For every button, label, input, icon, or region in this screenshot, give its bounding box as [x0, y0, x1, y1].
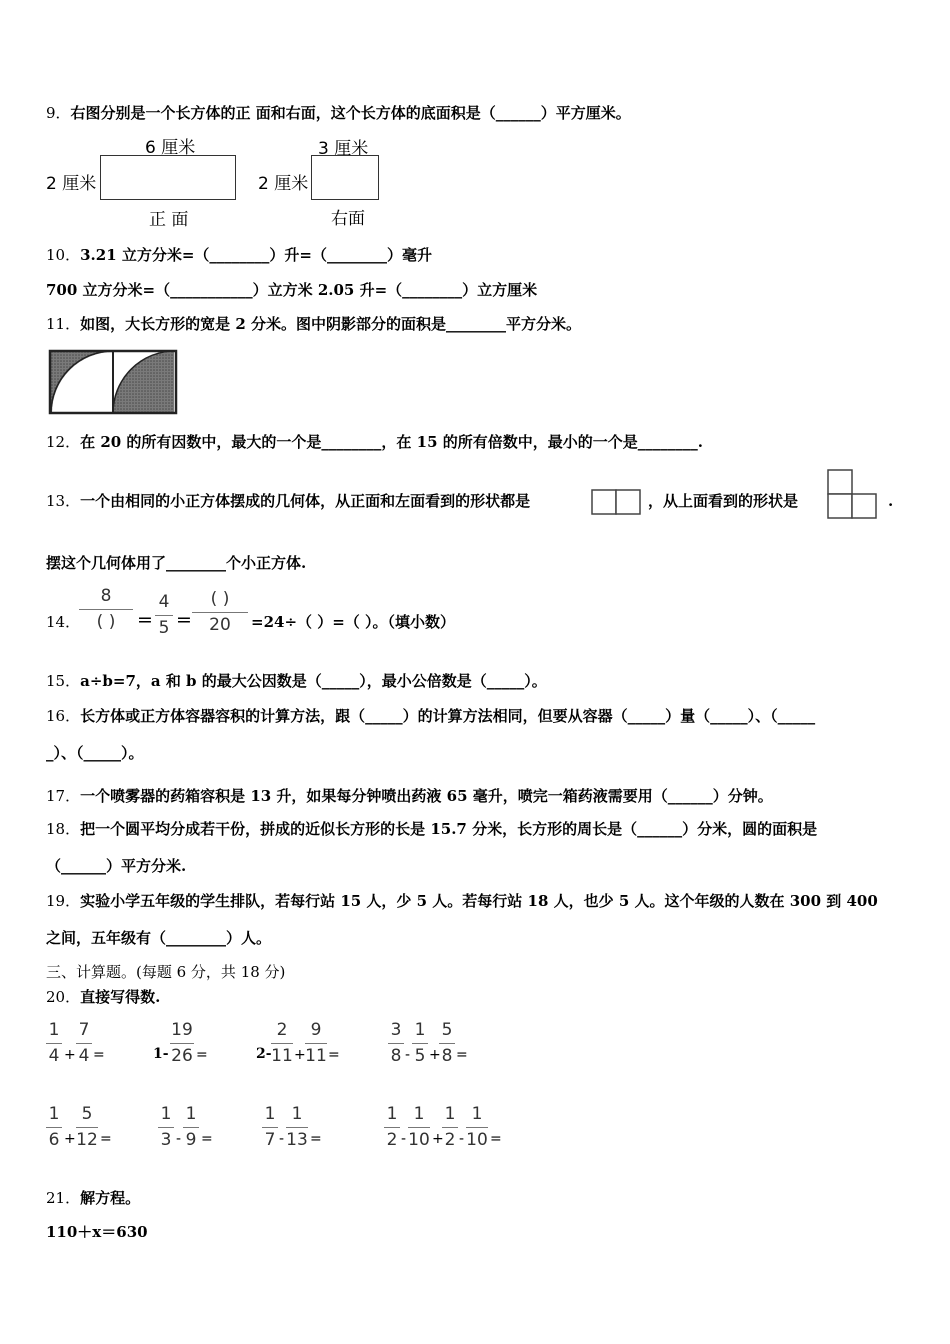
- fraction: 1 13: [286, 1104, 308, 1150]
- question-13-text-c: .: [888, 492, 894, 510]
- question-number: 10．: [46, 246, 81, 264]
- fraction: 1 2: [442, 1104, 458, 1150]
- question-text: 解方程。: [80, 1189, 141, 1207]
- question-21: [46, 1188, 140, 1208]
- operator: 2-: [256, 1046, 272, 1062]
- right-face-rectangle: [311, 155, 379, 200]
- fraction: 19 26: [171, 1020, 193, 1066]
- operator: +: [429, 1047, 441, 1063]
- equals-sign: =: [456, 1047, 468, 1063]
- equals-sign: =: [201, 1131, 213, 1147]
- section-heading: 三、计算题。(每题 6 分，共 18 分): [46, 963, 286, 981]
- front-view-shape: [590, 488, 642, 516]
- fraction: 5 12: [76, 1104, 98, 1150]
- fraction: 2 11: [271, 1020, 293, 1066]
- equation: 110＋x＝630: [46, 1223, 148, 1241]
- question-17: [46, 786, 773, 806]
- fraction: 1 6: [46, 1104, 62, 1150]
- question-number: 19．: [46, 892, 81, 910]
- question-13-text-b: ，从上面看到的形状是: [648, 492, 799, 510]
- fraction: 1 3: [158, 1104, 174, 1150]
- question-text: 一个喷雾器的药箱容积是 13 升，如果每分钟喷出药液 65 毫升，喷完一箱药液需要用（______）分钟。: [80, 787, 773, 805]
- equals-sign: =: [310, 1131, 322, 1147]
- denominator: 20: [209, 615, 231, 635]
- numerator: 8: [100, 586, 112, 606]
- question-14-tail: =24÷（ ）=（ ）。（填小数）: [251, 613, 456, 631]
- fraction: 9 11: [305, 1020, 327, 1066]
- question-text: a÷b=7，a 和 b 的最大公因数是（_____），最小公倍数是（_____）。: [80, 672, 547, 690]
- operator: +: [64, 1131, 76, 1147]
- question-number: 17．: [46, 787, 81, 805]
- question-13: [46, 491, 530, 511]
- fraction-8-over-blank: [79, 586, 133, 632]
- question-text: 如图，大长方形的宽是 2 分米。图中阴影部分的面积是________平方分米。: [80, 315, 581, 333]
- question-number: 12．: [46, 433, 81, 451]
- question-text: 3.21 立方分米=（________）升=（________）毫升: [80, 246, 432, 264]
- question-number: 14．: [46, 613, 81, 631]
- fraction: 1 4: [46, 1020, 62, 1066]
- question-15: [46, 671, 547, 691]
- question-number: 13．: [46, 492, 81, 510]
- equals-sign: =: [176, 609, 192, 631]
- question-16-line2: _）、（_____）。: [46, 744, 144, 762]
- question-text: 把一个圆平均分成若干份，拼成的近似长方形的长是 15.7 分米，长方形的周长是（______）分米，圆的面积是: [80, 820, 818, 838]
- fraction: 1 10: [466, 1104, 488, 1150]
- equals-sign: =: [100, 1131, 112, 1147]
- shaded-rectangle-figure: [48, 348, 180, 416]
- question-19: [46, 891, 878, 911]
- equals-sign: =: [137, 609, 153, 631]
- question-number: 21．: [46, 1189, 81, 1207]
- operator: +: [294, 1047, 306, 1063]
- fraction: 5 8: [439, 1020, 455, 1066]
- question-9: [46, 103, 631, 123]
- question-number: 16．: [46, 707, 81, 725]
- operator: -: [401, 1131, 407, 1147]
- question-text-a: 一个由相同的小正方体摆成的几何体，从正面和左面看到的形状都是: [80, 492, 531, 510]
- operator: -: [405, 1047, 411, 1063]
- fraction: 7 4: [76, 1020, 92, 1066]
- question-text: 长方体或正方体容器容积的计算方法，跟（_____）的计算方法相同，但要从容器（_____）量（_____）、（_____: [80, 707, 816, 725]
- top-view-shape: [826, 468, 878, 520]
- operator: -: [176, 1131, 182, 1147]
- question-text: 直接写得数.: [80, 988, 161, 1006]
- equals-sign: =: [490, 1131, 502, 1147]
- right-top-label: 3 厘米: [318, 139, 369, 159]
- question-number: 20．: [46, 988, 81, 1006]
- question-10: [46, 245, 432, 265]
- front-face-rectangle: [100, 155, 236, 200]
- fraction-4-over-5: [155, 592, 173, 638]
- fraction: 3 8: [388, 1020, 404, 1066]
- question-number: 11．: [46, 315, 81, 333]
- equals-sign: =: [328, 1047, 340, 1063]
- question-number: 18．: [46, 820, 81, 838]
- question-number: 9．: [46, 104, 71, 122]
- question-20: [46, 987, 160, 1007]
- question-18-line2: （______）平方分米.: [46, 857, 187, 875]
- denominator: 5: [158, 618, 170, 638]
- question-13-line2: 摆这个几何体用了________个小正方体.: [46, 554, 307, 572]
- numerator: ( ): [210, 589, 230, 609]
- question-number: 15．: [46, 672, 81, 690]
- question-16: [46, 706, 815, 726]
- operator: 1-: [153, 1046, 169, 1062]
- fraction: 1 9: [183, 1104, 199, 1150]
- denominator: ( ): [96, 612, 116, 632]
- question-text: 右图分别是一个长方体的正 面和右面，这个长方体的底面积是（______）平方厘米。: [70, 104, 631, 122]
- fraction-blank-over-20: [192, 589, 248, 635]
- question-14-number: [46, 612, 80, 632]
- equals-sign: =: [196, 1047, 208, 1063]
- numerator: 4: [158, 592, 170, 612]
- question-11: [46, 314, 581, 334]
- fraction: 1 7: [262, 1104, 278, 1150]
- equals-sign: =: [93, 1047, 105, 1063]
- right-caption: 右面: [331, 209, 365, 229]
- fraction: 1 10: [408, 1104, 430, 1150]
- front-top-label: 6 厘米: [145, 138, 196, 158]
- operator: -: [459, 1131, 465, 1147]
- question-12: [46, 432, 703, 452]
- question-19-line2: 之间，五年级有（________）人。: [46, 929, 272, 947]
- operator: -: [279, 1131, 285, 1147]
- question-10-line2: 700 立方分米=（___________）立方米 2.05 升=（________）立方厘米: [46, 281, 538, 299]
- front-caption: 正 面: [149, 210, 189, 230]
- front-side-label: 2 厘米: [46, 174, 97, 194]
- fraction: 1 5: [412, 1020, 428, 1066]
- fraction: 1 2: [384, 1104, 400, 1150]
- operator: +: [64, 1047, 76, 1063]
- question-text: 在 20 的所有因数中，最大的一个是________，在 15 的所有倍数中，最小的一个是________.: [80, 433, 703, 451]
- operator: +: [432, 1131, 444, 1147]
- right-side-label: 2 厘米: [258, 174, 309, 194]
- question-18: [46, 819, 817, 839]
- question-text: 实验小学五年级的学生排队，若每行站 15 人，少 5 人。若每行站 18 人，也少 5 人。这个年级的人数在 300 到 400: [80, 892, 878, 910]
